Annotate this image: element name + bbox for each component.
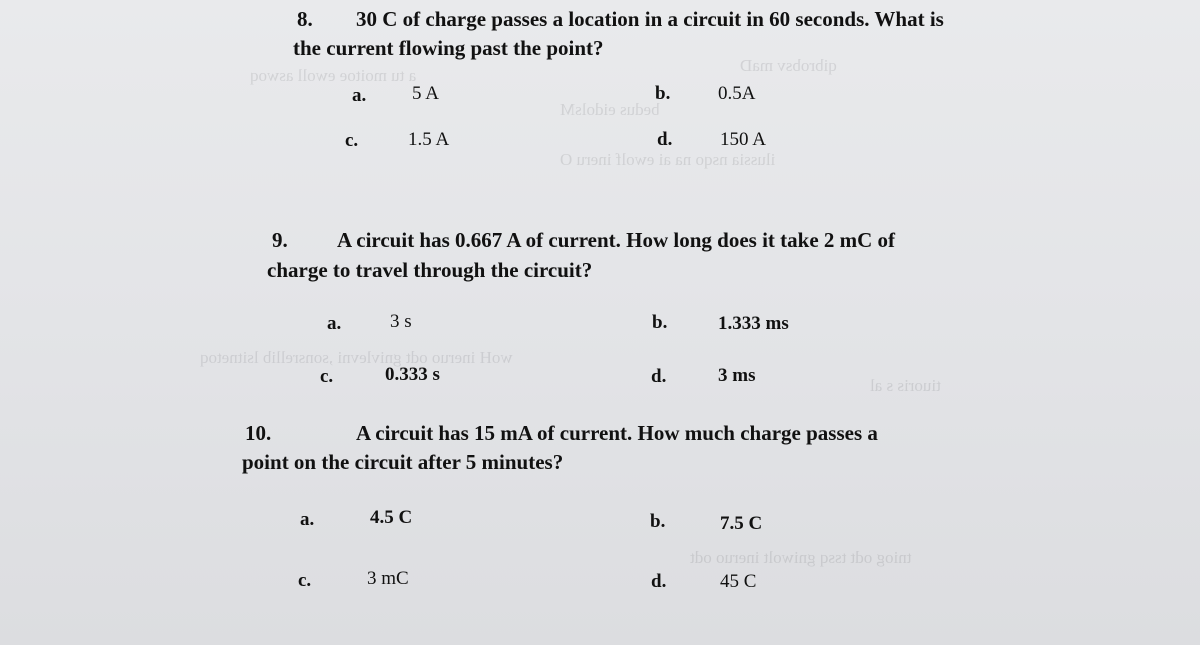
- option-letter: c.: [298, 570, 312, 591]
- option-answer: 3 ms: [718, 365, 756, 386]
- bleed-through-text: a tu moitoe ewoll aswoq: [250, 66, 417, 85]
- option-answer: 5 A: [412, 83, 439, 104]
- question-number: 9.: [272, 228, 288, 252]
- question-text-line1: 30 C of charge passes a location in a circuit in 60 seconds. What is: [356, 7, 944, 31]
- option-answer: 45 C: [720, 571, 757, 592]
- option-letter: a.: [327, 313, 342, 334]
- option-letter: b.: [650, 511, 666, 532]
- option-answer: 1.5 A: [408, 129, 450, 150]
- option-answer: 3 s: [390, 311, 412, 332]
- option-answer: 4.5 C: [370, 507, 413, 528]
- option-letter: d.: [657, 129, 673, 150]
- question-text-line2: point on the circuit after 5 minutes?: [242, 450, 564, 474]
- question-text-line2: charge to travel through the circuit?: [267, 258, 593, 282]
- option-answer: 0.5A: [718, 83, 756, 104]
- bleed-through-text: bedus eidolsM: [560, 100, 660, 119]
- option-letter: a.: [352, 85, 367, 106]
- option-answer: 150 A: [720, 129, 766, 150]
- question-text-line2: the current flowing past the point?: [293, 36, 604, 60]
- option-letter: c.: [320, 366, 334, 387]
- option-answer: 7.5 C: [720, 513, 763, 534]
- option-letter: b.: [655, 83, 671, 104]
- option-letter: a.: [300, 509, 315, 530]
- bleed-through-text: tniog odt tssq gniwolt ineruo odt: [690, 548, 912, 567]
- option-letter: c.: [345, 130, 359, 151]
- question-text-line1: A circuit has 15 mA of current. How much charge passes a: [356, 421, 878, 445]
- option-letter: d.: [651, 366, 667, 387]
- option-letter: b.: [652, 312, 668, 333]
- bleed-through-text: tiuoris s al: [870, 376, 941, 395]
- question-number: 8.: [297, 7, 313, 31]
- question-number: 10.: [245, 421, 272, 445]
- option-answer: 1.333 ms: [718, 313, 789, 334]
- bleed-through-text: qibrobsv maD: [740, 56, 837, 75]
- option-letter: d.: [651, 571, 667, 592]
- option-answer: 3 mC: [367, 568, 409, 589]
- bleed-through-text: woH ineruo odt gnivlevni ,sonsrellib lsitnetoq: [200, 348, 513, 367]
- bleed-through-text: ilussia nsqo na ai ewolf ineru O: [560, 150, 776, 169]
- option-answer: 0.333 s: [385, 364, 440, 385]
- question-text-line1: A circuit has 0.667 A of current. How long does it take 2 mC of: [337, 228, 896, 252]
